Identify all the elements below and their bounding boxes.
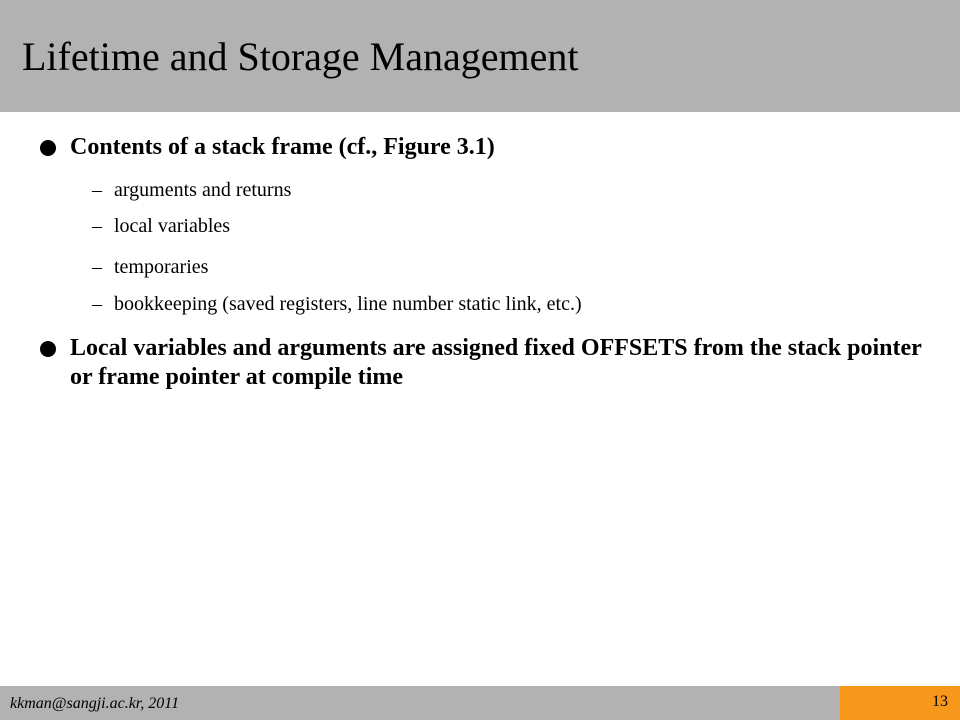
sub-item-bookkeeping (92, 292, 852, 316)
footer-bar (0, 686, 840, 720)
bullet-text: Contents of a stack frame (cf., Figure 3.1) (70, 134, 495, 160)
bullet-text: Local variables and arguments are assigned fixed OFFSETS from the stack pointer or frame pointer at compile time (70, 335, 922, 390)
footer-author: kkman@sangji.ac.kr, 2011 (10, 695, 180, 712)
sub-item-arguments-returns (92, 178, 852, 202)
dash-icon: – (92, 293, 102, 315)
sub-item-text: temporaries (114, 256, 209, 278)
page-number: 13 (932, 693, 948, 710)
sub-item-local-variables (92, 214, 852, 238)
page-number-box (840, 686, 960, 720)
sub-item-temporaries (92, 255, 852, 279)
dash-icon: – (92, 256, 102, 278)
slide-title: Lifetime and Storage Management (22, 34, 579, 79)
sub-item-text: bookkeeping (saved registers, line number static link, etc.) (114, 293, 582, 315)
bullet-dot-icon (40, 140, 56, 156)
bullet-dot-icon (40, 341, 56, 357)
sub-item-text: local variables (114, 215, 231, 237)
dash-icon: – (92, 215, 102, 237)
sub-item-text: arguments and returns (114, 179, 292, 201)
dash-icon: – (92, 179, 102, 201)
